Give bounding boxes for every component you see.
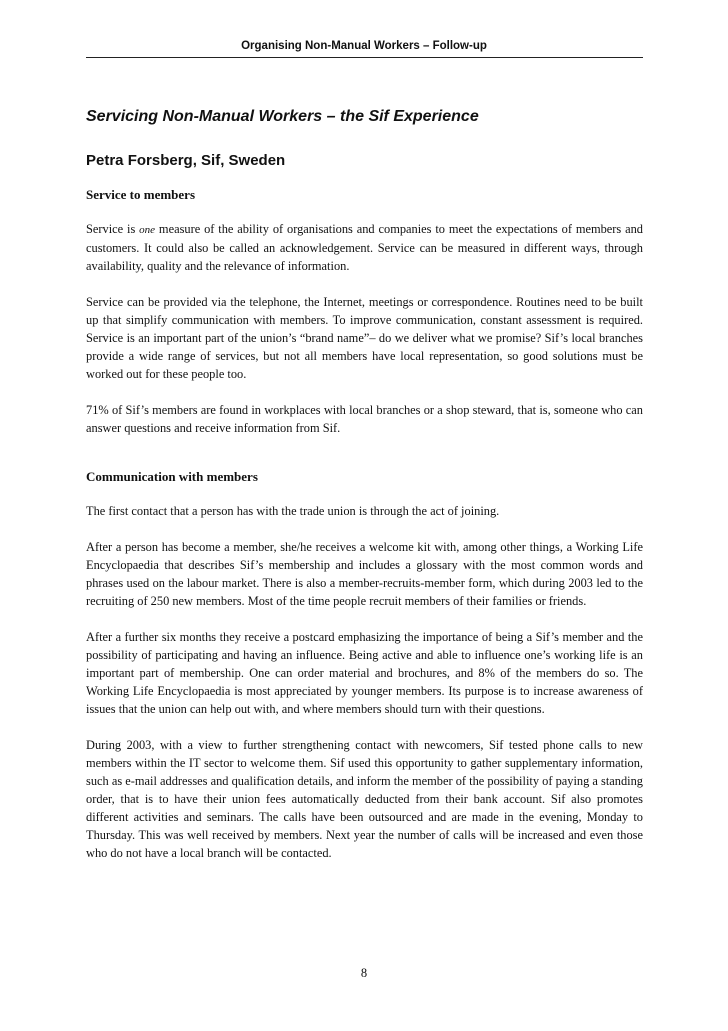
- paragraph-text: measure of the ability of organisations and companies to meet the expectations of members and customers. It could also be called an acknowledgement. Service can be measured in different ways, through availability, quality and the relevance of information.: [86, 222, 643, 273]
- article-title: Servicing Non-Manual Workers – the Sif Experience: [86, 108, 479, 125]
- running-header: Organising Non-Manual Workers – Follow-up: [241, 40, 487, 52]
- section-heading-communication: Communication with members: [86, 469, 258, 484]
- header-divider: [86, 57, 643, 58]
- section-heading-service: Service to members: [86, 187, 196, 202]
- paragraph-text: Service is: [86, 222, 140, 236]
- paragraph-service-statistics: 71% of Sif’s members are found in workplaces with local branches or a shop steward, that is, someone who can answer questions and receive information from Sif.: [86, 403, 643, 435]
- emphasis-text: one: [139, 224, 156, 236]
- paragraph-phone-calls: During 2003, with a view to further strengthening contact with newcomers, Sif tested phone calls to new members within the IT sector to welcome them. Sif used this opportunity to gather supplementary information, such as e-mail addresses and qualification details, and inform the member of the possibility of paying a standing order, that is to have their union fees automatically deducted from their bank account. Sif also promotes different activities and seminars. The calls have been outsourced and are made in the evening, Monday to Thursday. This was well received by members. Next year the number of calls will be increased and even those who do not have a local branch will be contacted.: [86, 738, 643, 860]
- paragraph-service-definition: [86, 220, 643, 275]
- page-body: [86, 107, 643, 862]
- author-line: Petra Forsberg, Sif, Sweden: [86, 152, 286, 169]
- paragraph-postcard: After a further six months they receive a postcard emphasizing the importance of being a Sif’s member and the possibility of participating and having an influence. Being active and able to influence one’s working life is an important part of membership. One can order material and brochures, and 8% of the members do so. The Working Life Encyclopaedia is most appreciated by younger members. Its purpose is to increase awareness of issues that the union can help out with, and where members should turn with their questions.: [86, 630, 643, 716]
- page-number: 8: [360, 966, 368, 980]
- paragraph-first-contact: The first contact that a person has with the trade union is through the act of joining.: [86, 504, 500, 518]
- paragraph-service-channels: Service can be provided via the telephone, the Internet, meetings or correspondence. Routines need to be built up that simplify communication with members. To improve communication, constant assessment is required. Service is an important part of the union’s “brand name”– do we deliver what we promise? Sif’s local branches provide a wide range of services, but not all members have local representation, so good solutions must be worked out for these people too.: [86, 295, 643, 381]
- paragraph-welcome-kit: After a person has become a member, she/he receives a welcome kit with, among other things, a Working Life Encyclopaedia that describes Sif’s membership and includes a glossary with the most common words and phrases used on the labour market. There is also a member-recruits-member form, which during 2003 led to the recruiting of 250 new members. Most of the time people recruit members of their families or friends.: [86, 540, 643, 608]
